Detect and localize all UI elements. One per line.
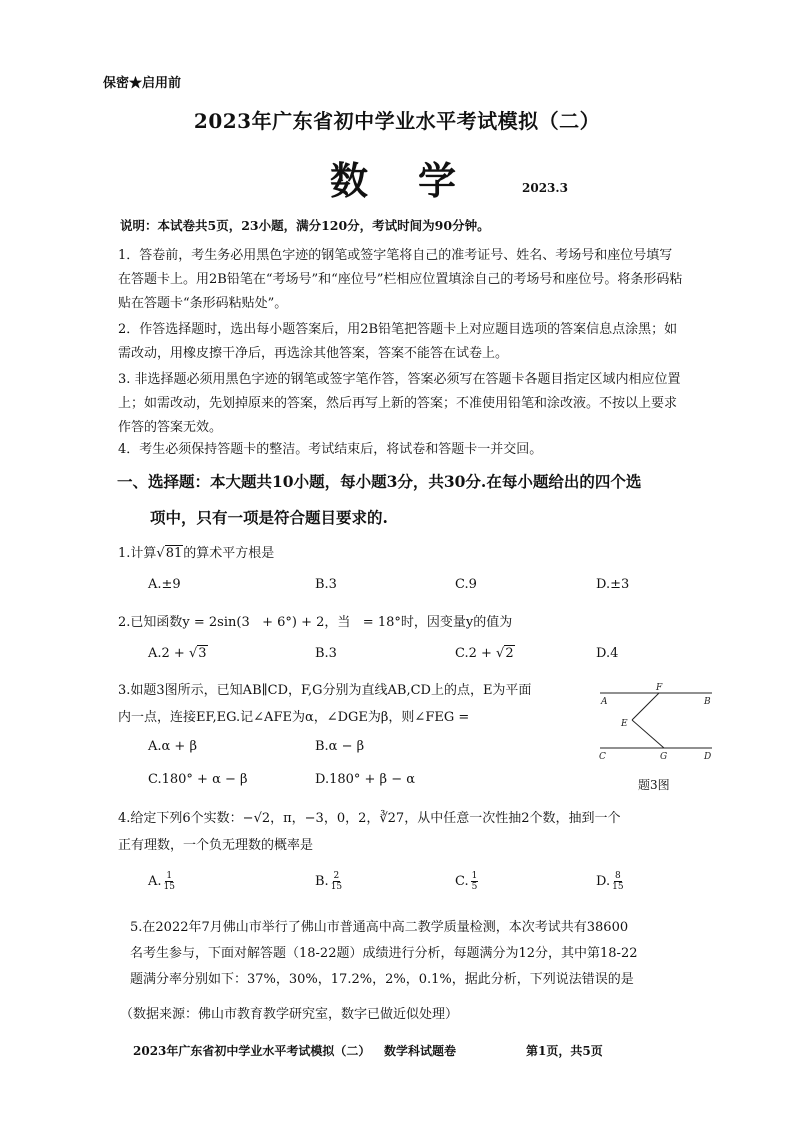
q4-a-numerator: 1 <box>166 871 173 881</box>
label-d: D <box>704 752 712 762</box>
footer-exam-title: 2023年广东省初中学业水平考试模拟（二） <box>133 1044 371 1058</box>
exam-date: 2023.3 <box>522 181 568 195</box>
q3-option-d: D.180° + β − α <box>315 772 416 787</box>
q1-radicand: 81 <box>165 546 183 561</box>
section-heading-cont: 项中，只有一项是符合题目要求的. <box>150 508 388 527</box>
q4-b-fraction <box>331 871 342 892</box>
sqrt-icon: √ <box>156 546 165 561</box>
q4-c-denominator: 5 <box>471 882 478 892</box>
question-5-line2: 名考生参与，下面对解答题（18-22题）成绩进行分析，每题满分为12分，其中第18-22 <box>130 946 638 961</box>
q4-a-denominator: 15 <box>163 882 175 892</box>
q2-a-text: A.2 + <box>148 646 189 661</box>
q4-option-d <box>596 871 624 892</box>
q4-d-numerator: 8 <box>614 871 621 881</box>
q3-figure <box>592 680 722 780</box>
question-5-source: （数据来源：佛山市教育教学研究室，数字已做近似处理） <box>120 1007 459 1022</box>
q1-option-d: D.±3 <box>596 577 630 592</box>
q2-option-a <box>148 646 208 661</box>
instruction-1: 1．答卷前，考生务必用黑色字迹的钢笔或签字笔将自己的准考证号、姓名、考场号和座位号填写在答题卡上。用2B铅笔在“考场号”和“座位号”栏相应位置填涂自己的考场号和座位号。将条形码粘贴在答题卡“条形码粘贴处”。 <box>118 248 683 311</box>
q2-option-c <box>455 646 515 661</box>
q4-d-label: D. <box>596 874 611 889</box>
q4-option-a <box>148 871 175 892</box>
q2-option-b: B.3 <box>315 646 337 661</box>
q1-prefix: 1.计算 <box>118 546 157 561</box>
q2-a-radicand: 3 <box>198 646 207 661</box>
q2-c-radicand: 2 <box>505 646 514 661</box>
q4-b-label: B. <box>315 874 329 889</box>
q4-d-fraction <box>612 871 623 892</box>
q4-option-b <box>315 871 342 892</box>
instruction-3: 3. 非选择题必须用黑色字迹的钢笔或签字笔作答，答案必须写在答题卡各题目指定区域内相应位置上；如需改动，先划掉原来的答案，然后再写上新的答案；不准使用铅笔和涂改液。不按以上要求作答的答案无效。 <box>118 372 681 435</box>
segment-fe <box>632 693 659 720</box>
q4-a-label: A. <box>148 874 162 889</box>
question-5-line1: 5.在2022年7月佛山市举行了佛山市普通高中高二教学质量检测，本次考试共有38600 <box>130 920 629 935</box>
question-2: 2.已知函数y = 2sin(3 + 6°) + 2，当 = 18°时，因变量y的值为 <box>118 615 513 630</box>
q2-c-text: C.2 + <box>455 646 497 661</box>
label-c: C <box>599 752 606 762</box>
q4-c-numerator: 1 <box>471 871 478 881</box>
question-3-line2: 内一点，连接EF,EG.记∠AFE为α，∠DGE为β，则∠FEG = <box>118 710 470 725</box>
q1-option-b: B.3 <box>315 577 337 592</box>
q1-option-c: C.9 <box>455 577 477 592</box>
q2-option-d: D.4 <box>596 646 619 661</box>
q4-a-fraction <box>164 871 175 892</box>
q4-b-numerator: 2 <box>333 871 340 881</box>
question-3-line1: 3.如题3图所示，已知AB∥CD，F,G分别为直线AB,CD上的点，E为平面 <box>118 683 532 698</box>
question-4-line1: 4.给定下列6个实数：−√2，π，−3，0，2，∛27，从中任意一次性抽2个数，抽到一个 <box>118 811 621 826</box>
footer-subject: 数学科试题卷 <box>384 1044 457 1058</box>
q3-option-c: C.180° + α − β <box>148 772 248 787</box>
label-g: G <box>660 752 668 762</box>
exam-note: 说明：本试卷共5页，23小题，满分120分，考试时间为90分钟。 <box>120 218 490 233</box>
q4-option-c <box>455 871 478 892</box>
subject-title: 数学 <box>330 158 507 203</box>
q4-c-fraction <box>471 871 479 892</box>
sqrt-icon: √ <box>496 646 505 661</box>
question-5-line3: 题满分率分别如下：37%，30%，17.2%，2%，0.1%，据此分析，下列说法错误的是 <box>130 972 634 987</box>
q4-b-denominator: 15 <box>330 882 343 892</box>
section-heading: 一、选择题：本大题共10小题，每小题3分，共30分.在每小题给出的四个选 <box>117 472 642 491</box>
instruction-4: 4．考生必须保持答题卡的整洁。考试结束后，将试卷和答题卡一并交回。 <box>118 442 543 457</box>
footer-page-number: 第1页，共5页 <box>526 1044 603 1058</box>
exam-title: 2023年广东省初中学业水平考试模拟（二） <box>193 109 601 133</box>
q3-option-a: A.α + β <box>148 739 197 754</box>
q1-option-a: A.±9 <box>148 577 181 592</box>
label-b: B <box>704 697 711 707</box>
q3-figure-caption: 题3图 <box>638 778 670 792</box>
question-1 <box>118 542 274 561</box>
label-f: F <box>656 683 663 693</box>
confidential-label: 保密★启用前 <box>103 76 182 91</box>
label-a: A <box>601 697 608 707</box>
instruction-2: 2．作答选择题时，选出每小题答案后，用2B铅笔把答题卡上对应题目选项的答案信息点涂黑；如需改动，用橡皮擦干净后，再选涂其他答案，答案不能答在试卷上。 <box>118 322 678 361</box>
sqrt-icon: √ <box>188 646 198 661</box>
q3-option-b: B.α − β <box>315 739 365 754</box>
q4-c-label: C. <box>455 874 469 889</box>
q4-d-denominator: 15 <box>612 882 624 892</box>
question-4-line2: 正有理数，一个负无理数的概率是 <box>118 838 314 853</box>
segment-eg <box>632 720 664 748</box>
label-e: E <box>621 719 628 729</box>
q1-suffix: 的算术平方根是 <box>183 546 275 561</box>
